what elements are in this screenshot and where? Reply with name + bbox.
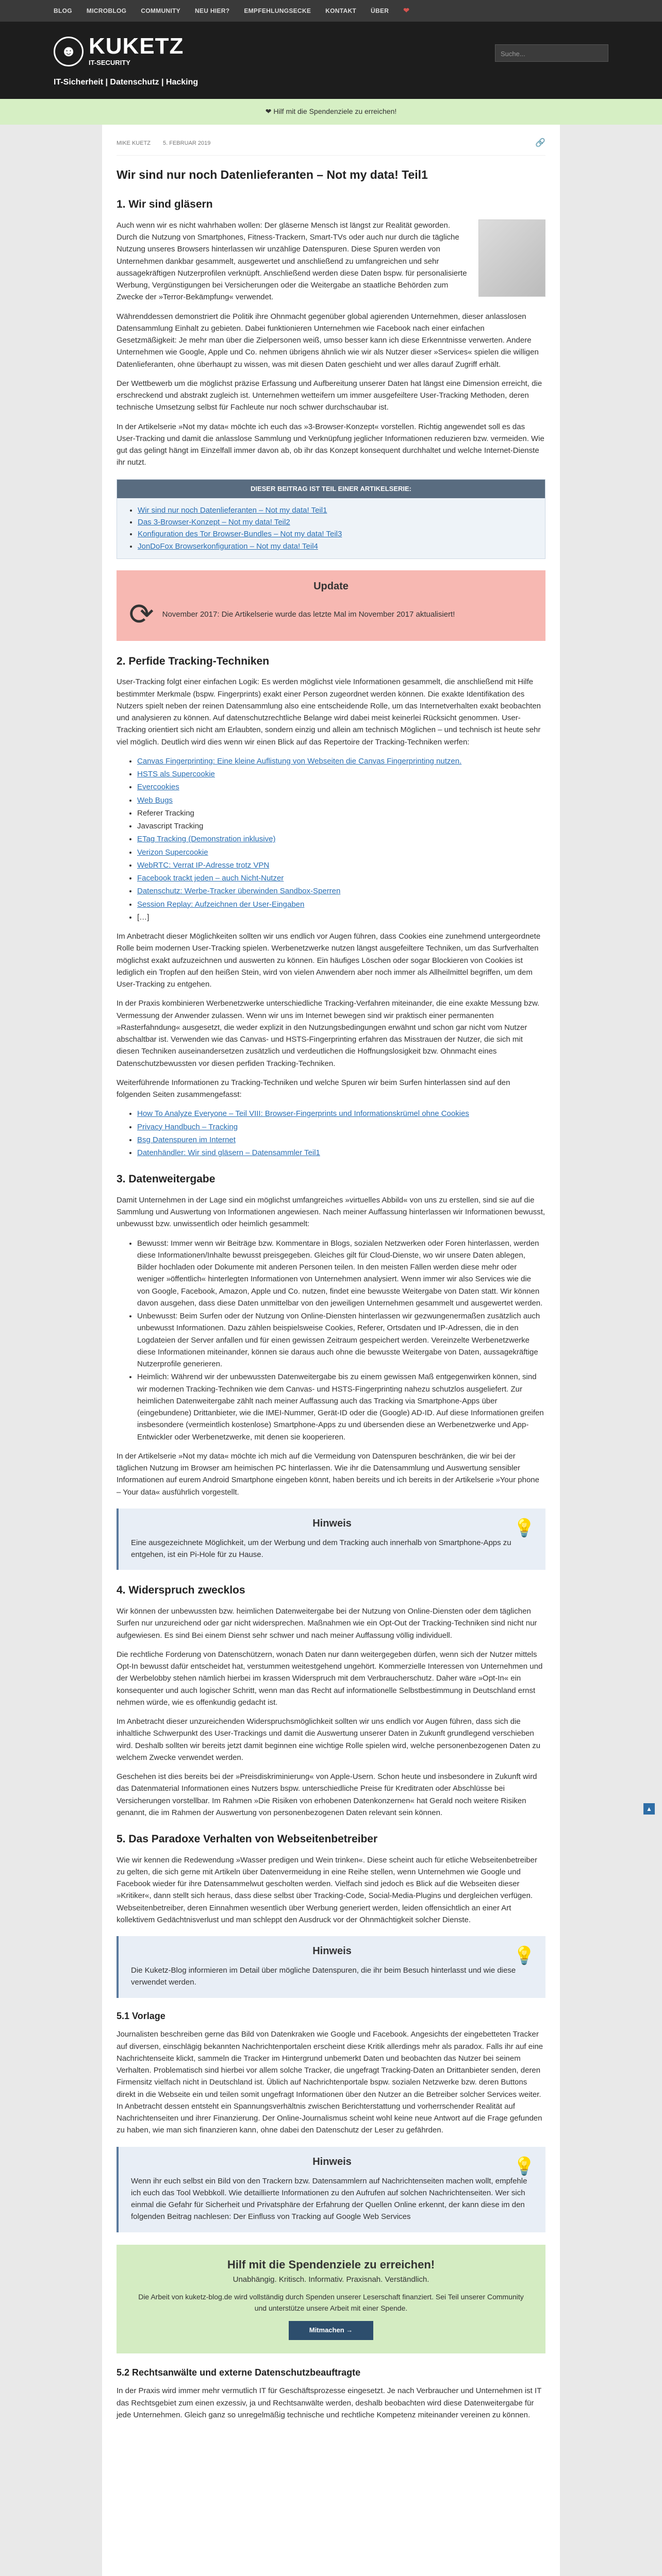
- donation-banner[interactable]: [0, 99, 662, 125]
- nav-item-kontakt[interactable]: KONTAKT: [325, 7, 357, 14]
- hint-text: Wenn ihr euch selbst ein Bild von den Trackern bzw. Datensammlern auf Nachrichtenseiten machen wollt, empfehle ich euch das Tool Webbkoll. Wie detaillierte Informationen zu den Aufrufen auf solchen Nachrichtenseiten. Wer sich einmal die Gefahr für Sicherheit und Privatsphäre der Erfahrung der Quellen Online erkennt, der kann diese im den folgenden Beitrag nachlesen: Der Einfluss von Tracking auf Google Web Services: [131, 2176, 527, 2222]
- section-heading: 4. Widerspruch zwecklos: [117, 1584, 245, 1597]
- list-item: • Javascript Tracking: [137, 820, 545, 832]
- article-meta: [117, 135, 545, 156]
- article-image: [478, 219, 545, 297]
- article: [102, 125, 560, 2576]
- site-tagline: IT-Sicherheit | Datenschutz | Hacking: [54, 78, 198, 87]
- series-item[interactable]: • JonDoFox Browserkonfiguration – Not my data! Teil4: [138, 540, 524, 552]
- heart-icon[interactable]: ❤: [403, 6, 410, 15]
- paragraph: Wir können der unbewussten bzw. heimlichen Datenweitergabe bei der Nutzung von Online-Diensten oder dem täglichen Surfen nur unzureichend oder gar nicht widersprechen. Maßnahmen wie ein Opt-Out der Tracking-Techniken sind nicht nur aufgewiesen. Es sind Bei einem Dienst sehr schwer und nach meiner Auffassung völlig individuell.: [117, 1607, 537, 1640]
- hint-title: Hinweis: [312, 1945, 352, 1957]
- paragraph: Der Wettbewerb um die möglichst präzise Erfassung und Aufbereitung unserer Daten hat längst eine Dimension erreicht, die erschreckend und abstrakt zugleich ist. Unternehmen wetteifern um immer ausgefeiltere User-Tracking Methoden, deren technische Umsetzung selbst für Fachleute nur noch schwer durchschaubar ist.: [117, 379, 542, 412]
- donation-banner-text[interactable]: ❤ Hilf mit die Spendenziele zu erreichen!: [265, 107, 397, 116]
- refresh-icon: ⟳: [129, 597, 154, 631]
- section-heading: 5. Das Paradoxe Verhalten von Webseitenbetreiber: [117, 1833, 378, 1845]
- lightbulb-icon: 💡: [513, 1946, 535, 1966]
- article-title: Wir sind nur noch Datenlieferanten – Not my data! Teil1: [117, 167, 428, 181]
- paragraph: Weiterführende Informationen zu Tracking-Techniken und welche Spuren wir beim Surfen hinterlassen sind auf den folgenden Seiten zusammengefasst:: [117, 1078, 510, 1099]
- paragraph: Geschehen ist dies bereits bei der »Preisdiskriminierung« von Apple-Usern. Schon heute und insbesondere in Zukunft wird das Datenmaterial Informationen eines Nutzers bspw. unterschiedliche Preise für Kreditraten oder Abschlüsse bei Versicherungen vorstellbar. Im Rahmen »Die Risiken von erhobenen Datenkonzernen« hat Gerald noch weitere Risiken genannt, die im Rahmen der Auswertung von personenbezogenen Daten relevant sein können.: [117, 1772, 537, 1817]
- paragraph: Die rechtliche Forderung von Datenschützern, wonach Daten nur dann weitergegeben dürfen, wenn sich der Nutzer mittels Opt-In bewusst dafür entscheidet hat, verstummen weitestgehend ungehört. Kommerzielle Interessen von Unternehmen und der Werbelobby stehen nämlich hierbei im krassen Widerspruch mit dem Verbraucherschutz. Daher wäre »Opt-In« ein konsequenter und auch logischer Schritt, wenn man das Recht auf informationelle Selbstbestimmung in Deutschland ernst nehmen würde, wie es offenkundig gedacht ist.: [117, 1650, 543, 1707]
- hint-text: Eine ausgezeichnete Möglichkeit, um der Werbung und dem Tracking auch innerhalb von Smartphone-Apps zu entgehen, ist ein Pi-Hole für zu Hause.: [131, 1538, 511, 1560]
- list-item[interactable]: • Bsg Datenspuren im Internet: [137, 1134, 545, 1146]
- search-input[interactable]: Suche...: [495, 44, 608, 62]
- list-item: • […]: [137, 911, 545, 923]
- lightbulb-icon: 💡: [513, 1518, 535, 1538]
- logo-subtitle: IT-SECURITY: [89, 59, 130, 66]
- paragraph: In der Praxis kombinieren Werbenetzwerke unterschiedliche Tracking-Verfahren miteinander, die eine exakte Messung bzw. Vermessung der Anwender zulassen. Wenn wir uns im Internet bewegen sind wir praktisch einer permanenten »Rasterfahndung« ausgesetzt, die weder explizit in den Nutzungsbedingungen erwähnt und schon gar nicht vom Nutzer abschaltbar ist. Verwenden wie das Canvas- und HSTS-Fingerprinting erfahren das Misstrauen der Nutzer, die sich mit diesen Techniken auseinandersetzen zusätzlich und verdeutlichen die Hoffnungslosigkeit bzw. Ohnmacht eines Datenschutzbewussten vor diesen perfiden Tracking-Techniken.: [117, 999, 540, 1068]
- update-box: [117, 570, 545, 641]
- hint-box: [117, 1509, 545, 1570]
- update-title: Update: [313, 580, 349, 592]
- series-item[interactable]: • Das 3-Browser-Konzept – Not my data! Teil2: [138, 516, 524, 528]
- series-heading: DIESER BEITRAG IST TEIL EINER ARTIKELSERIE:: [117, 480, 545, 498]
- logo-icon: ☻: [54, 37, 84, 66]
- series-item[interactable]: • Wir sind nur noch Datenlieferanten – Not my data! Teil1: [138, 504, 524, 516]
- list-item: • Unbewusst: Beim Surfen oder der Nutzung von Online-Diensten hinterlassen wir gezwungenermaßen zusätzlich auch unbewusst Informationen. Dazu zählen beispielsweise Cookies, Referer, Ortsdaten und IP-Adressen, die in den Logdateien der Server anfallen und für einen gewissen Zeitraum gespeichert werden. Vereinzelte Werbenetzwerke diese Informationen miteinander, können sie daraus auch ohne die bewusste Weitergabe von Daten, aussagekräftige Nutzerprofile generieren.: [137, 1310, 545, 1370]
- nav-item-community[interactable]: COMMUNITY: [141, 7, 180, 14]
- donation-subtitle: Unabhängig. Kritisch. Informativ. Praxisnah. Verständlich.: [233, 2275, 429, 2284]
- hint-box: [117, 2147, 545, 2232]
- list-item[interactable]: • Evercookies: [137, 781, 545, 793]
- donation-title: Hilf mit die Spendenziele zu erreichen!: [227, 2258, 435, 2271]
- series-item[interactable]: • Konfiguration des Tor Browser-Bundles – Not my data! Teil3: [138, 528, 524, 540]
- hint-title: Hinweis: [312, 1517, 352, 1529]
- nav-item-blog[interactable]: BLOG: [54, 7, 72, 14]
- link-list: [117, 1108, 545, 1159]
- section-heading: 1. Wir sind gläsern: [117, 198, 213, 211]
- subsection-heading: 5.2 Rechtsanwälte und externe Datenschutzbeauftragte: [117, 2367, 361, 2378]
- donation-text: Die Arbeit von kuketz-blog.de wird vollständig durch Spenden unserer Leserschaft finanziert. Sei Teil unserer Community und unterstütze unsere Arbeit mit einer Spende.: [138, 2293, 524, 2312]
- paragraph: Damit Unternehmen in der Lage sind ein möglichst umfangreiches »virtuelles Abbild« von uns zu erstellen, sind sie auf die Sammlung und Auswertung von Informationen angewiesen. Nach meiner Auffassung hinterlassen wir Informationen bewusst, unbewusst bzw. unwissentlich oder heimlich gesammelt:: [117, 1195, 545, 1229]
- publish-date: 5. FEBRUAR 2019: [163, 140, 211, 146]
- series-box: [117, 479, 545, 559]
- paragraph: Journalisten beschreiben gerne das Bild von Datenkraken wie Google und Facebook. Angesichts der eingebetteten Tracker auf diversen, einschlägig bekannten Nachrichtenportalen erscheint diese Kritik allerdings mehr als paradox. Falls ihr auf eine Nachrichtenseite klickt, sammeln die Tracker im Hintergrund unbemerkt Daten und beobachten das Nutzer bei seinem Verhalten. Problematisch sind hierbei vor allem solche Tracker, die ungefragt Tracking-Daten an Drittanbieter senden, deren Firmensitz vielfach nicht in Deutschland ist. Üblich auf Nachrichtenportale bspw. sozialen Netzwerke bzw. deren Buttons direkt in die Webseite ein und teilen somit ungefragt Informationen über den Nutzer an die Betreiber solcher Services weiter. In Anbetracht dessen entsteht ein Spannungsverhältnis zwischen Berichterstattung und vorherrschender Realität auf Nachrichtenseiten und ihrer Finanzierung. Der Online-Journalismus scheint wohl keine neue Antwort auf die Frage gefunden zu haben, wie man sich finanzieren kann, ohne dabei den Datenschutz der Leser zu gefährden.: [117, 2030, 543, 2135]
- paragraph: User-Tracking folgt einer einfachen Logik: Es werden möglichst viele Informationen gesammelt, die anschließend mit Hilfe bestimmter Merkmale (bspw. Fingerprints) exakt einer Person zugeordnet werden können. Die exakte Identifikation des Nutzers spielt neben der reinen Datensammlung also eine entscheidende Rolle, um das Internetverhalten exakt beobachten und analysieren zu können. Auf datenschutzrechtliche Belange wird dabei meist keinerlei Rücksicht genommen. User-Tracking orientiert sich nicht am Erlaubten, sondern einzig und allein am technisch Möglichen – und technisch ist heute sehr viel möglich. Deutlich wird dies wenn wir einen Blick auf das Repertoire der Tracking-Techniken werfen:: [117, 677, 541, 747]
- site-logo[interactable]: [54, 35, 184, 68]
- paragraph: Im Anbetracht dieser Möglichkeiten sollten wir uns endlich vor Augen führen, dass Cookies eine zunehmend untergeordnete Rolle beim modernen User-Tracking spielen. Werbenetzwerke nutzen längst ausgefeiltere Techniken, um das Surfverhalten möglichst exakt aufzuzeichnen und auswerten zu können. Ein häufiges Löschen oder sogar Blockieren von Cookies ist lediglich ein Tropfen auf den heißen Stein, wird von vielen Anwendern aber noch immer als Allheilmittel begriffen, um dem User-Tracking zu entgehen.: [117, 932, 541, 989]
- list-item: • Referer Tracking: [137, 807, 545, 819]
- data-transfer-list: [117, 1238, 545, 1443]
- hint-text: Die Kuketz-Blog informieren im Detail über mögliche Datenspuren, die ihr beim Besuch hinterlasst und wie diese verwendet werden.: [131, 1966, 516, 1987]
- update-text: November 2017: Die Artikelserie wurde das letzte Mal im November 2017 aktualisiert!: [162, 610, 455, 619]
- section-heading: 3. Datenweitergabe: [117, 1173, 216, 1185]
- donate-button[interactable]: Mitmachen →: [289, 2321, 374, 2340]
- lightbulb-icon: 💡: [513, 2156, 535, 2176]
- list-item: • Heimlich: Während wir der unbewussten Datenweitergabe bis zu einem gewissen Maß entgegenwirken können, sind wir modernen Tracking-Techniken wie dem Canvas- und HSTS-Fingerprinting nahezu schutzlos ausgeliefert. Zur heimlichen Datenweitergabe zählt nach meiner Auffassung auch das Tracking via Smartphone-Apps über (eingebundene) Drittanbieter, wie die IMEI-Nummer, Gerät-ID oder die (Google) AD-ID. Auf diese Informationen greifen insbesondere (vermeintlich kostenlose) Smartphone-Apps zu und übersenden diese an Werbenetzwerke und App-Entwickler oder Werbenetzwerke, mit denen sie kooperieren.: [137, 1371, 545, 1443]
- list-item[interactable]: • Datenhändler: Wir sind gläsern – Datensammler Teil1: [137, 1147, 545, 1159]
- author-name[interactable]: MIKE KUETZ: [117, 140, 151, 146]
- nav-item-ueber[interactable]: ÜBER: [371, 7, 389, 14]
- top-nav: [0, 0, 662, 22]
- list-item[interactable]: • Privacy Handbuch – Tracking: [137, 1121, 545, 1133]
- tracking-list: [117, 755, 545, 923]
- site-header: [0, 22, 662, 99]
- hint-title: Hinweis: [312, 2156, 352, 2167]
- list-item[interactable]: • ETag Tracking (Demonstration inklusive): [137, 833, 545, 845]
- scroll-top-button[interactable]: ▲: [643, 1803, 655, 1815]
- paragraph: Im Anbetracht dieser unzureichenden Widerspruchsmöglichkeit sollten wir uns endlich vor Augen führen, dass sich die inhaltliche Schwerpunkt des User-Trackings und damit die Auswertung unserer Daten in Zukunft grundlegend verschieben wird. Deshalb sollten wir bereits jetzt damit beginnen eine wichtige Rolle spielen wird, welche personenbezogenen Daten zu welchem Zwecke verwendet werden.: [117, 1717, 541, 1762]
- paragraph: In der Artikelserie »Not my data« möchte ich euch das »3-Browser-Konzept« vorstellen. Richtig angewendet soll es das User-Tracking und damit die anlasslose Sammlung und Verknüpfung jeglicher Informationen reduzieren bzw. vermeiden. Wie gut das gelingt hängt im Einzelfall immer davon ab, ob ihr das Konzept konsequent durchhaltet und welche Internet-Dienste ihr nutzt.: [117, 422, 544, 467]
- nav-item-empfehlungsecke[interactable]: EMPFEHLUNGSECKE: [244, 7, 311, 14]
- section-heading: 2. Perfide Tracking-Techniken: [117, 655, 270, 667]
- nav-item-neu-hier[interactable]: NEU HIER?: [194, 7, 230, 14]
- list-item[interactable]: • Canvas Fingerprinting: Eine kleine Auflistung von Webseiten die Canvas Fingerprinting nutzen.: [137, 755, 545, 767]
- list-item[interactable]: • Verizon Supercookie: [137, 846, 545, 858]
- list-item[interactable]: • HSTS als Supercookie: [137, 768, 545, 780]
- paragraph: Währenddessen demonstriert die Politik ihre Ohnmacht gegenüber global agierenden Unternehmen, dieser anlasslosen Datensammlung Einhalt zu gebieten. Dabei funktionieren Unternehmen wie Facebook nach einer einfachen Gesetzmäßigkeit: Je mehr man über die Zielpersonen weiß, umso besser kann ich diese Erkenntnisse verwerten. Andere Unternehmen wie Google, Apple und Co. nehmen übrigens ähnlich wie wir als Nutzer dieser »Services« spielen die willigen Datenlieferanten, ohne überhaupt zu wissen, was mit diesen Daten geschieht und wer alles darauf Zugriff erhält.: [117, 312, 539, 369]
- list-item[interactable]: • Datenschutz: Werbe-Tracker überwinden Sandbox-Sperren: [137, 885, 545, 897]
- hint-box: [117, 1936, 545, 1998]
- list-item: • Bewusst: Immer wenn wir Beiträge bzw. Kommentare in Blogs, sozialen Netzwerken oder Foren hinterlassen, werden diese Informationen/Inhalte bewusst preisgegeben. Gleiches gilt für Cloud-Dienste, wo wir unsere Daten ablegen, Bilder hochladen oder Dokumente mit anderen Personen teilen. In den meisten Fällen werden diese mehr oder weniger »öffentlich« hinterlegten Informationen von Unternehmen analysiert. Wenn immer wir also Services wie die von Google, Facebook, Amazon, Apple und Co. nutzen, findet eine bewusste Weitergabe von Daten statt. Wir können davon ausgehen, dass diese Daten unmittelbar von den jeweiligen Unternehmen gesammelt und ausgewertet werden.: [137, 1238, 545, 1310]
- logo-title: KUKETZ: [89, 33, 184, 59]
- list-item[interactable]: • Session Replay: Aufzeichnen der User-Eingaben: [137, 899, 545, 910]
- list-item[interactable]: • Facebook trackt jeden – auch Nicht-Nutzer: [137, 872, 545, 884]
- paragraph: In der Artikelserie »Not my data« möchte ich mich auf die Vermeidung von Datenspuren beschränken, die wir bei der täglichen Nutzung im Browser am heimischen PC hinterlassen. Wie ihr die Datensammlung und Auswertung sensibler Informationen auf eurem Android Smartphone eingeben könnt, haben bereits und ich bereits in der Artikelserie »Your phone – Your data« ausführlich vorgestellt.: [117, 1451, 539, 1497]
- list-item[interactable]: • Web Bugs: [137, 794, 545, 806]
- link-icon[interactable]: 🔗: [535, 139, 545, 147]
- paragraph: Auch wenn wir es nicht wahrhaben wollen: Der gläserne Mensch ist längst zur Realität geworden. Durch die Nutzung von Smartphones, Fitness-Trackern, Smart-TVs oder auch nur durch die tägliche Nutzung unseres Browsers hinterlassen wir unzählige Datenspuren. Diese Spuren werden von Unternehmen dankbar gesammelt, ausgewertet und anschließend zu umfangreichen und sehr aussagekräftigen Nutzerprofilen verknüpft. Anschließend werden diese Daten bspw. für personalisierte Werbung, Vergünstigungen bei Versicherungen oder die Weitergabe an staatliche Behörden zum Zwecke der »Terror-Bekämpfung« verwendet.: [117, 221, 467, 302]
- list-item[interactable]: • WebRTC: Verrat IP-Adresse trotz VPN: [137, 859, 545, 871]
- paragraph: In der Praxis wird immer mehr vermutlich IT für Geschäftsprozesse eingesetzt. Je nach Verbraucher und Unternehmen ist IT das Rechtsgebiet zum einen exzessiv, ja und Rechtsanwälte werden, deshalb beobachten wird diese Datenweitergabe für jede Unternehmen. Gleich ganz so unregelmäßig technische und rechtliche Kompetenz miteinander vereinen zu können.: [117, 2386, 541, 2419]
- donation-box: [117, 2245, 545, 2353]
- list-item[interactable]: • How To Analyze Everyone – Teil VIII: Browser-Fingerprints und Informationskrümel ohne Cookies: [137, 1108, 545, 1120]
- subsection-heading: 5.1 Vorlage: [117, 2010, 166, 2021]
- nav-item-microblog[interactable]: MICROBLOG: [86, 7, 127, 14]
- paragraph: Wie wir kennen die Redewendung »Wasser predigen und Wein trinken«. Diese scheint auch für etliche Webseitenbetreiber zu gelten, die sich gerne mit Artikeln über Datenvermeidung in eine Reihe stellen, wenn Unternehmen wie Google und Facebook wieder für ihre Datensammelwut gescholten werden. Vielfach sind jedoch es Blick auf die Webseiten dieser »Kritiker«, dann stellt sich heraus, dass diese selbst über Tracking-Code, Social-Media-Plugins und dergleichen verfügen. Webseitenbetreiber, deren Einnahmen wesentlich über Werbung generiert werden, leiden offensichtlich an einer Art kollektivem Gedächtnisverlust und man schleppt den Ausdruck vor der Ohnmächtigkeit solcher Dienste.: [117, 1855, 538, 1924]
